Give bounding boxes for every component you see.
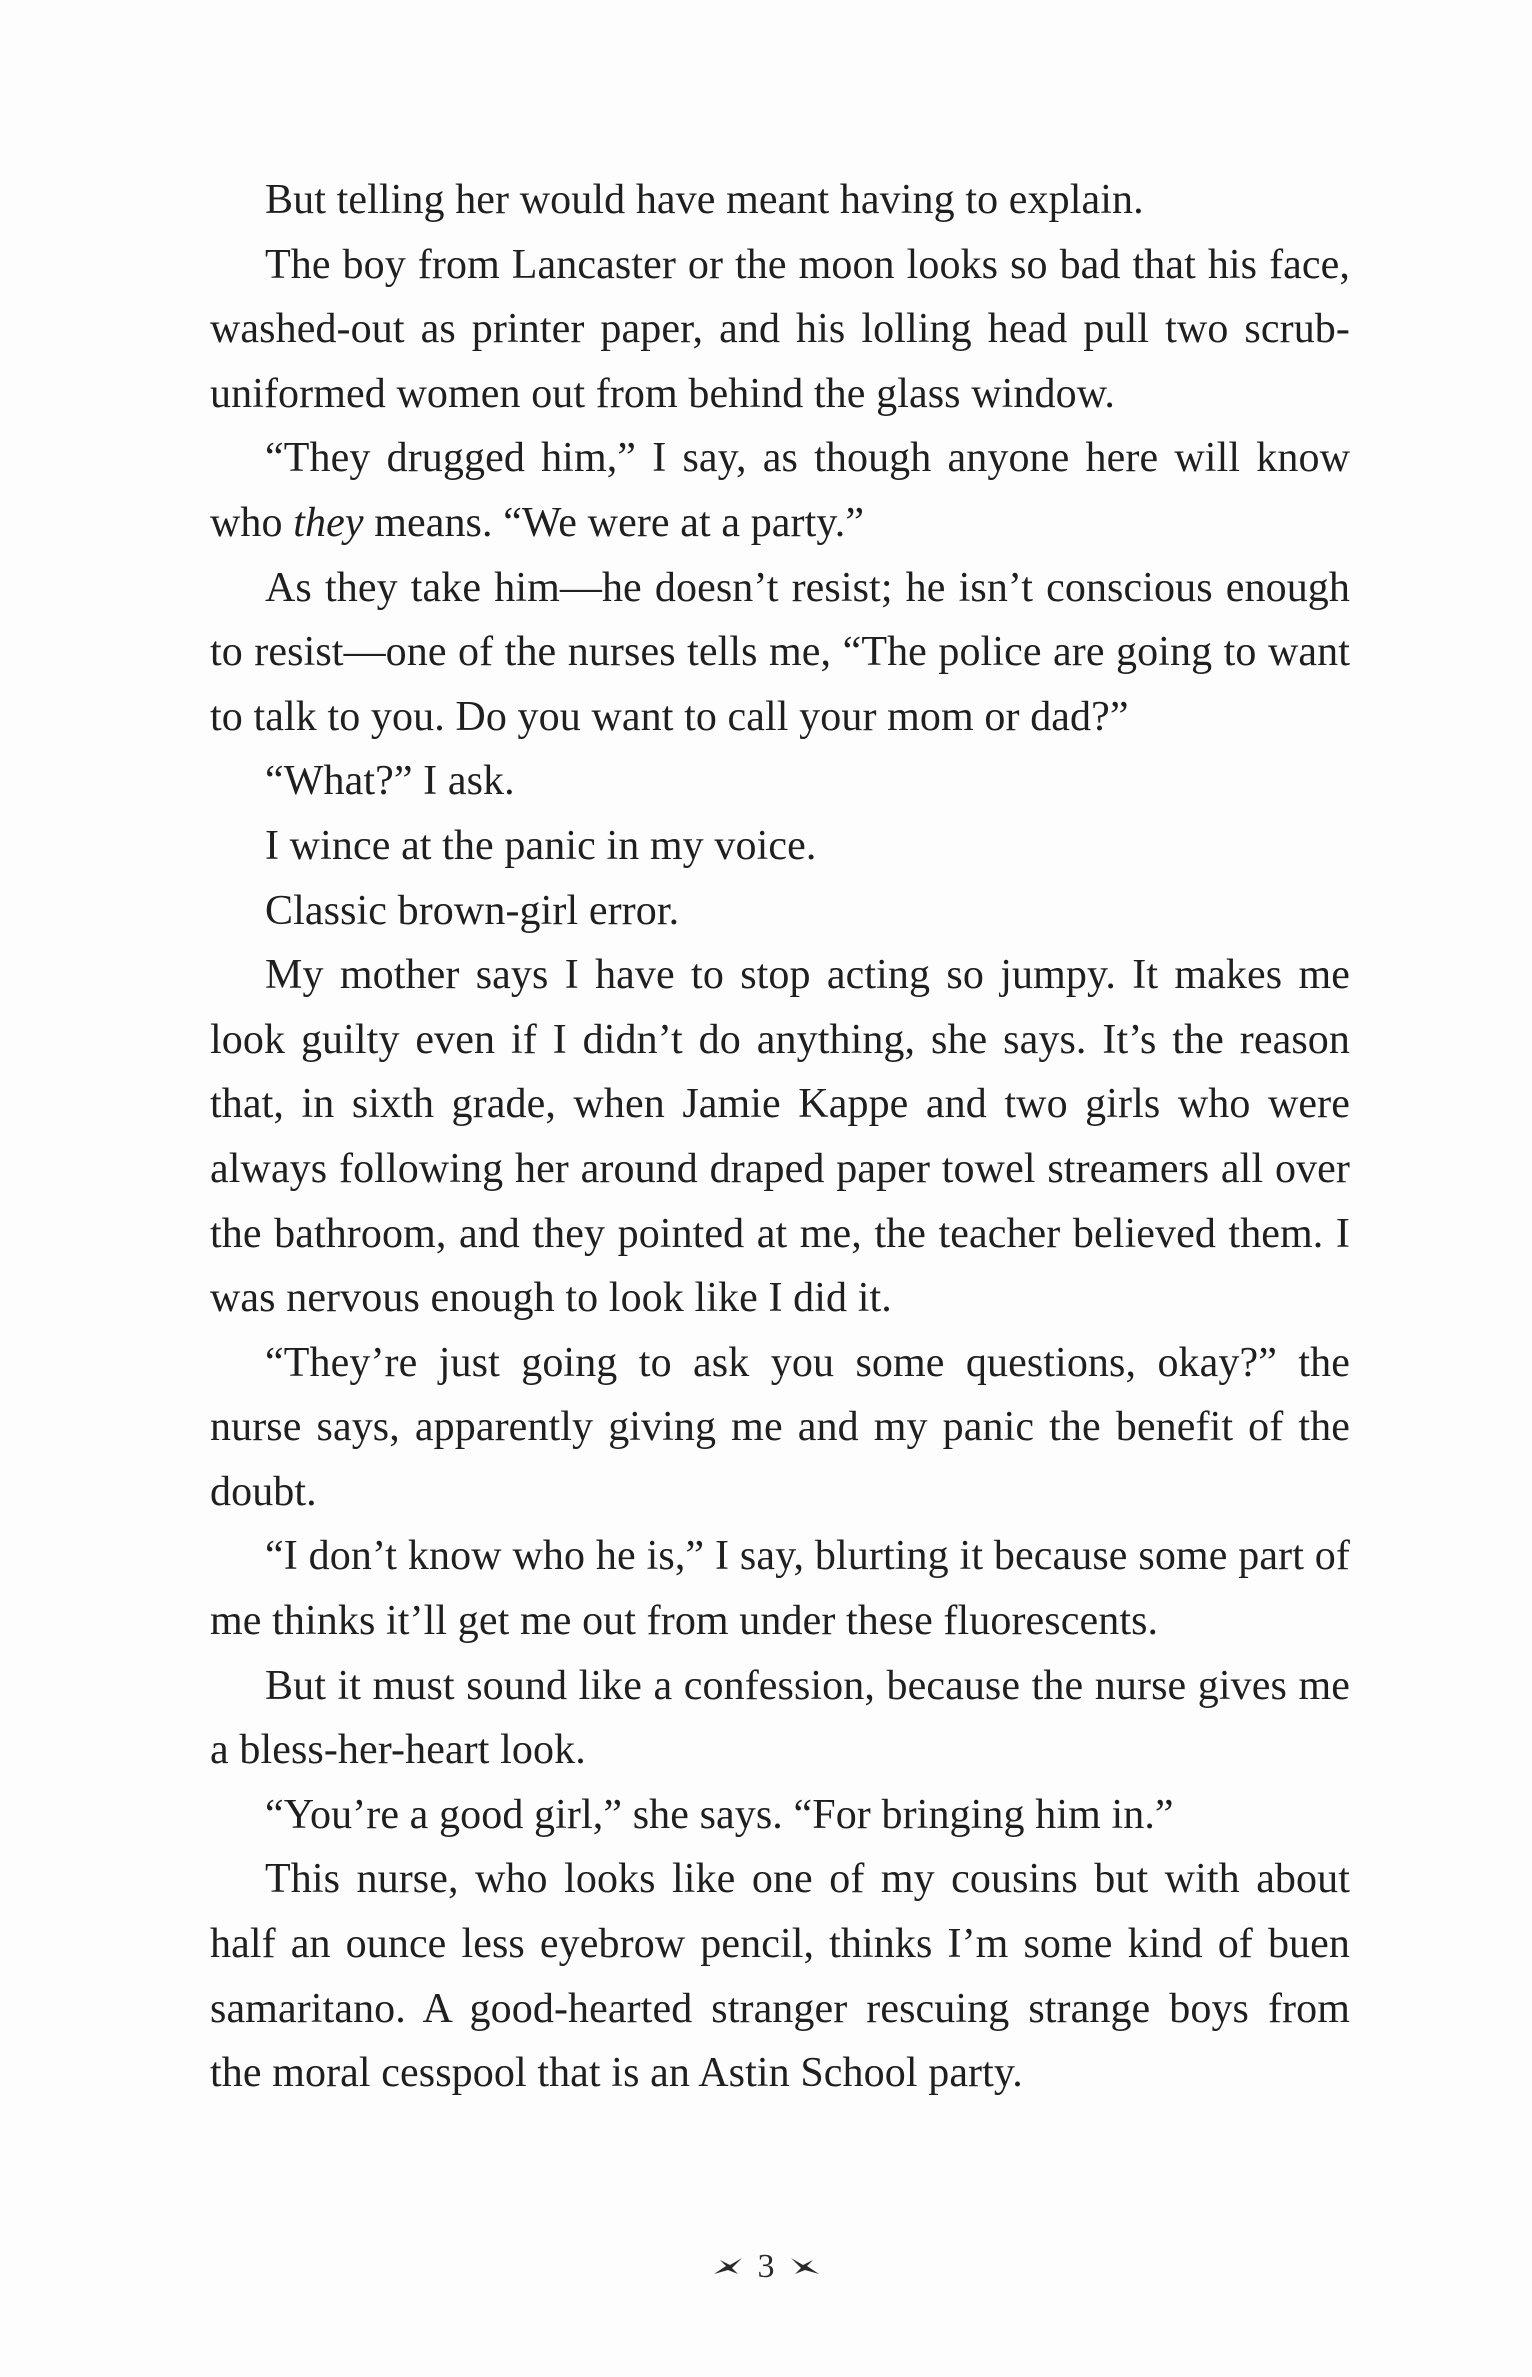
paragraph-3 xyxy=(210,426,1350,555)
paragraph-12: “You’re a good girl,” she says. “For bringing him in.” xyxy=(265,1791,1174,1838)
body-text xyxy=(210,168,1350,2106)
paragraph-3-after: means. “We were at a party.” xyxy=(363,499,865,546)
emphasis-they: they xyxy=(293,499,364,546)
page-footer xyxy=(0,2248,1532,2286)
paragraph-7: Classic brown-girl error. xyxy=(265,887,680,934)
paragraph-13: This nurse, who looks like one of my cousins but with about half an ounce less eyebrow pencil, thinks I’m some kind of buen samaritano. A good-hearted stranger rescuing strange boys from the moral cesspool that is an Astin School party. xyxy=(210,1856,1350,2097)
paragraph-3-before: “They drugged him,” I say, as though anyone here will know who xyxy=(210,435,1350,546)
bird-ornament-left-icon xyxy=(712,2256,744,2278)
paragraph-11: But it must sound like a confession, because the nurse gives me a bless-her-heart look. xyxy=(210,1662,1350,1774)
page-number: 3 xyxy=(757,2248,775,2285)
paragraph-9: “They’re just going to ask you some questions, okay?” the nurse says, apparently giving me and my panic the benefit of the doubt. xyxy=(210,1339,1350,1515)
paragraph-10: “I don’t know who he is,” I say, blurting it because some part of me thinks it’ll get me out from under these fluorescents. xyxy=(210,1533,1350,1645)
bird-ornament-right-icon xyxy=(789,2256,821,2278)
paragraph-1: But telling her would have meant having to explain. xyxy=(265,177,1144,223)
paragraph-2: The boy from Lancaster or the moon looks so bad that his face, washed-out as printer paper, and his lolling head pull two scrub-uniformed women out from behind the glass window. xyxy=(210,241,1350,417)
paragraph-6: I wince at the panic in my voice. xyxy=(265,822,817,869)
paragraph-8: My mother says I have to stop acting so jumpy. It makes me look guilty even if I didn’t do anything, she says. It’s the reason that, in sixth grade, when Jamie Kappe and two girls who were always following her around draped paper towel streamers all over the bathroom, and they pointed at me, the teacher believed them. I was nervous enough to look like I did it. xyxy=(210,952,1350,1322)
paragraph-5: “What?” I ask. xyxy=(265,758,515,805)
paragraph-4: As they take him—he doesn’t resist; he isn’t conscious enough to resist—one of the nurses tells me, “The police are going to want to talk to you. Do you want to call your mom or dad?” xyxy=(210,564,1350,740)
